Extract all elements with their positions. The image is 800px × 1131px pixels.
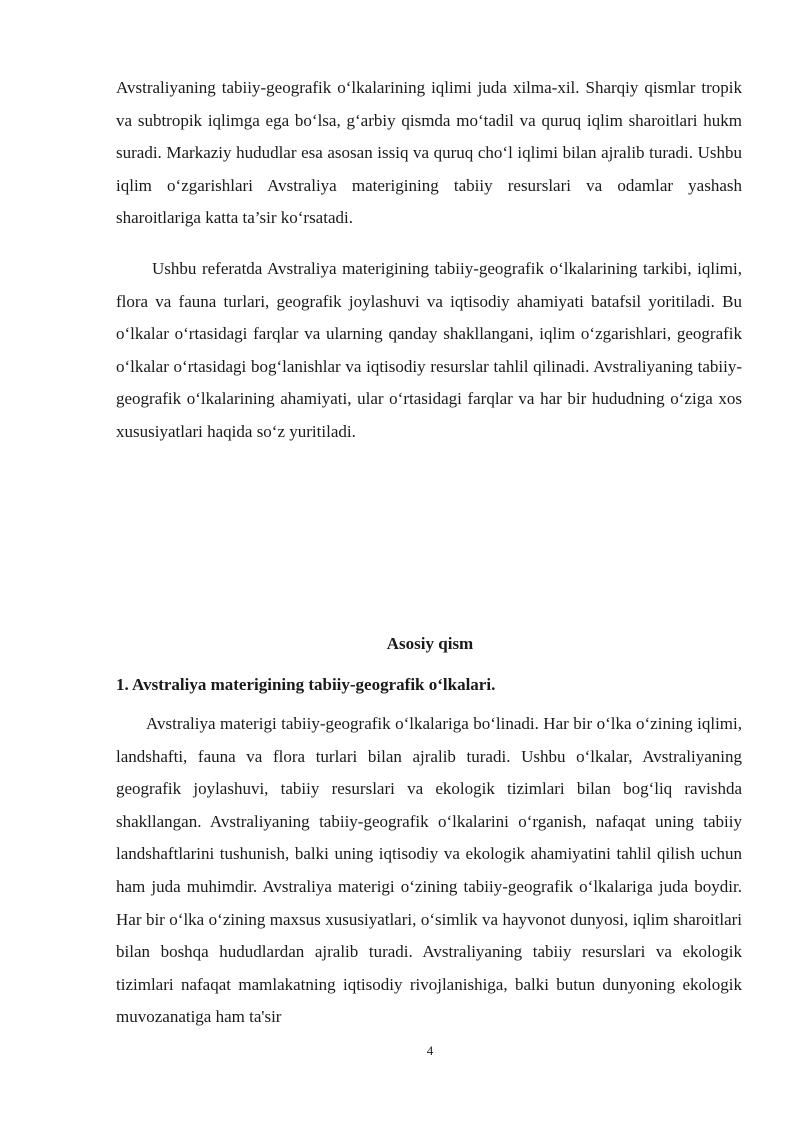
intro-climate-paragraph: Avstraliyaning tabiiy-geografik o‘lkalarining iqlimi juda xilma-xil. Sharqiy qismlar tropik va subtropik iqlimga ega bo‘lsa, g‘arbiy qismda mo‘tadil va quruq iqlim sharoitlari hukm suradi. Markaziy hududlar esa asosan issiq va quruq cho‘l iqlimi bilan ajralib turadi. Ushbu iqlim o‘zgarishlari Avstraliya materigining tabiiy resurslari va odamlar yashash sharoitlariga katta ta’sir ko‘rsatadi. bbox=[116, 78, 742, 228]
body-paragraph: Avstraliya materigi tabiiy-geografik o‘lkalariga bo‘linadi. Har bir o‘lka o‘zining iqlimi, landshafti, fauna va flora turlari bilan ajralib turadi. Ushbu o‘lkalar, Avstraliyaning geografik joylashuvi, tabiiy resurslari va ekologik tizimlari bilan bog‘liq ravishda shakllangan. Avstraliyaning tabiiy-geografik o‘lkalarini o‘rganish, nafaqat uning tabiiy landshaftlarini tushunish, balki uning iqtisodiy va ekologik ahamiyatini tahlil qilish uchun ham juda muhimdir. Avstraliya materigi o‘zining tabiiy-geografik o‘lkalariga juda boydir. Har bir o‘lka o‘zining maxsus xususiyatlari, o‘simlik va hayvonot dunyosi, iqlim sharoitlari bilan boshqa hududlardan ajralib turadi. Avstraliyaning tabiiy resurslari va ekologik tizimlari nafaqat mamlakatning iqtisodiy rivojlanishiga, balki butun dunyoning ekologik muvozanatiga ham ta'sir bbox=[116, 714, 742, 1027]
subsection-title: 1. Avstraliya materigining tabiiy-geografik o‘lkalari. bbox=[116, 675, 496, 694]
page-number: 4 bbox=[426, 1043, 434, 1058]
section-title: Asosiy qism bbox=[386, 634, 474, 653]
abstract-paragraph: Ushbu referatda Avstraliya materigining tabiiy-geografik o‘lkalarining tarkibi, iqlimi, flora va fauna turlari, geografik joylashuvi va iqtisodiy ahamiyati batafsil yoritiladi. Bu o‘lkalar o‘rtasidagi farqlar va ularning qanday shakllangani, iqlim o‘zgarishlari, geografik o‘lkalar o‘rtasidagi bog‘lanishlar va iqtisodiy resurslar tahlil qilinadi. Avstraliyaning tabiiy-geografik o‘lkalarining ahamiyati, ular o‘rtasidagi farqlar va har bir hududning o‘ziga xos xususiyatlari haqida so‘z yuritiladi. bbox=[116, 259, 742, 441]
